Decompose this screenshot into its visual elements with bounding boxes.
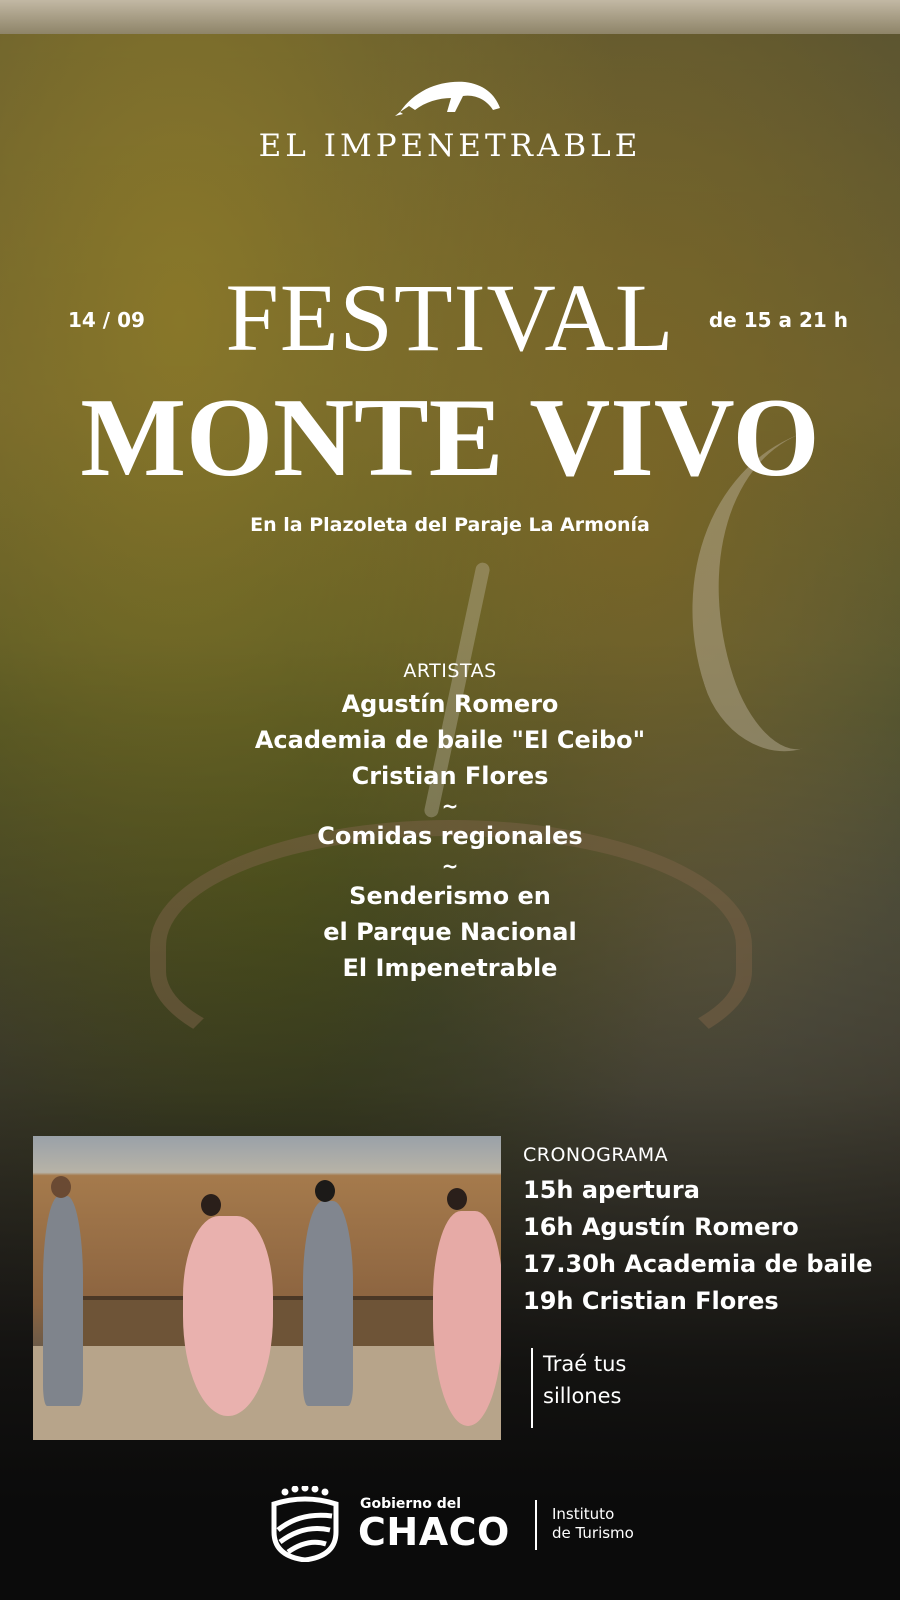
dancers-photo [33,1136,501,1440]
dancer-head [447,1188,467,1210]
schedule-item: 15h apertura [523,1176,700,1204]
schedule-item: 17.30h Academia de baile [523,1250,873,1278]
event-date: 14 / 09 [68,308,145,332]
hiking-line: Senderismo en [349,882,551,910]
artists-label: ARTISTAS [403,660,497,682]
artist-item: Cristian Flores [351,762,549,790]
venue: En la Plazoleta del Paraje La Armonía [250,514,650,536]
artists-list [0,686,900,986]
hiking-line: El Impenetrable [342,954,558,982]
schedule-list [523,1172,873,1320]
institute-label [552,1505,634,1543]
chaco-emblem-icon [270,1486,340,1562]
gov-label-small: Gobierno del [360,1496,462,1512]
dancer [43,1196,83,1406]
sky-band [0,0,900,34]
artist-item: Academia de baile "El Ceibo" [254,726,646,754]
bring-chairs-note [531,1348,626,1428]
separator: ~ [441,794,459,818]
note-line: Traé tus [543,1352,627,1376]
dancer-head [201,1194,221,1216]
event-hours: de 15 a 21 h [708,308,848,332]
schedule-label: CRONOGRAMA [523,1144,669,1166]
institute-line: de Turismo [552,1524,634,1542]
hiking-line: el Parque Nacional [323,918,577,946]
food-item: Comidas regionales [317,822,583,850]
title-line-2: MONTE VIVO [80,376,820,500]
separator: ~ [441,854,459,878]
footer-divider [535,1500,537,1550]
dancer [303,1201,353,1406]
dancer [183,1216,273,1416]
stage [83,1296,473,1350]
dancer-head [51,1176,71,1198]
dancer [433,1211,501,1426]
schedule-item: 19h Cristian Flores [523,1287,779,1315]
schedule-item: 16h Agustín Romero [523,1213,799,1241]
brand-name: EL IMPENETRABLE [258,128,642,164]
artist-item: Agustín Romero [341,690,559,718]
dancer-head [315,1180,335,1202]
institute-line: Instituto [552,1505,615,1523]
anteater-icon [395,72,505,122]
gov-label-big: CHACO [358,1510,510,1554]
note-line: sillones [543,1384,622,1408]
title-line-1: FESTIVAL [225,264,675,371]
